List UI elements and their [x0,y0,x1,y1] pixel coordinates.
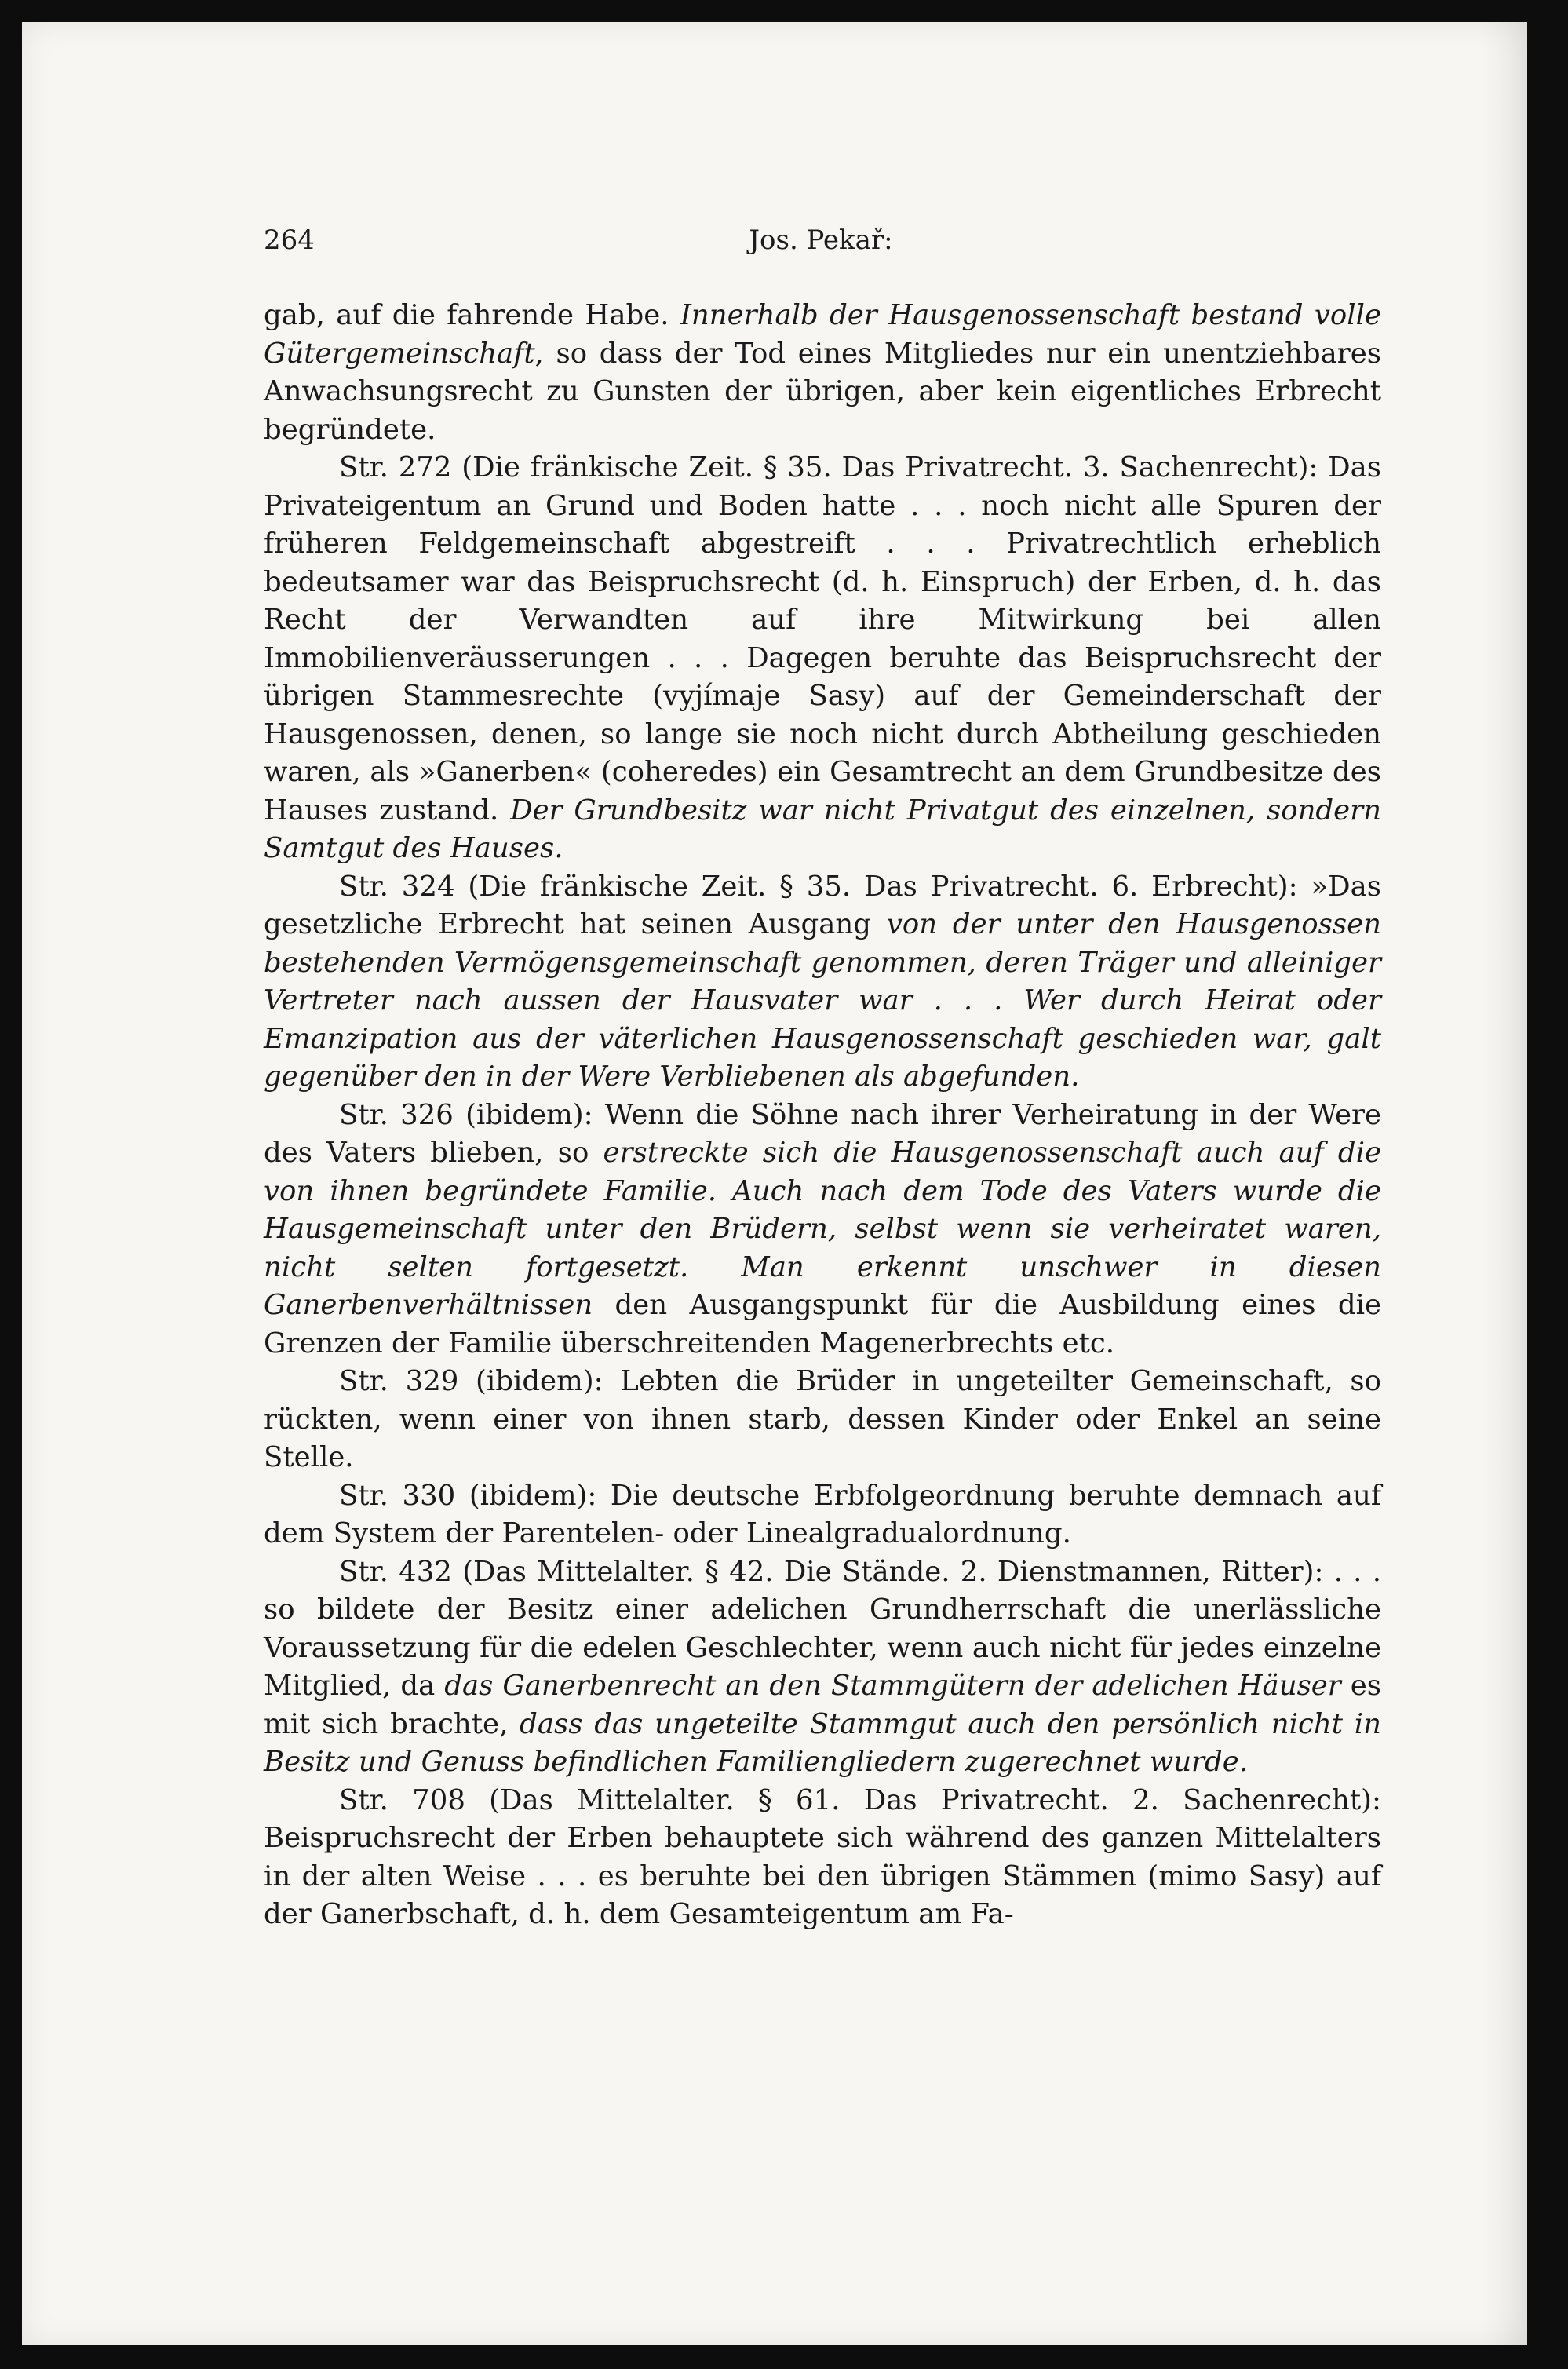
text-run: Str. 272 (Die fränkische Zeit. § 35. Das Privatrecht. 3. Sachenrecht): Das Privateigentum an Grund und Boden hatte . . . noch nicht alle Spuren der früheren Feldgemeinschaft abgestreift . . . Privatrechtlich erheblich bedeutsamer war das Beispruchsrecht (d. h. Einspruch) der Erben, d. h. das Recht der Verwandten auf ihre Mitwirkung bei allen Immobilienveräusserungen . . . Dagegen beruhte das Beispruchsrecht der übrigen Stammesrechte (vyjímaje Sasy) auf der Gemeinderschaft der Hausgenossen, denen, so lange sie noch nicht durch Abtheilung geschieden waren, als »Ganerben« (coheredes) ein Gesamtrecht an dem Grundbesitze des Hauses zustand. [264,451,1381,827]
text-run: es mit sich brachte, [264,1670,1381,1740]
paragraph [264,1782,1381,1934]
paragraph [264,449,1381,868]
text-run: gab, auf die fahrende Habe. [264,299,680,331]
italic-run: Innerhalb der Hausgenossenschaft bestand volle Gütergemeinschaft [264,299,1382,370]
page-edge-shadow [1480,22,1527,2345]
italic-run: von der unter den Hausgenossen bestehenden Vermögensgemeinschaft genommen, deren Träger und alleiniger Vertreter nach aussen der Hausvater war . . . Wer durch Heirat oder Emanzipation aus der väterlichen Hausgenossenschaft geschieden war, galt gegenüber den in der Were Verbliebenen als abgefunden. [264,908,1381,1093]
running-head [264,224,1378,264]
body-text [264,297,1381,1934]
scanned-page [22,22,1527,2345]
text-run: den Ausgangspunkt für die Ausbildung eines die Grenzen der Familie überschreitenden Magenerbrechts etc. [264,1289,1381,1360]
text-run: Str. 432 (Das Mittelalter. § 42. Die Stände. 2. Dienstmannen, Ritter): . . . so bildete der Besitz einer adelichen Grundherrschaft die unerlässliche Voraussetzung für die edelen Geschlechter, wenn auch nicht für jedes einzelne Mitglied, da [264,1555,1381,1702]
text-run: , so dass der Tod eines Mitgliedes nur ein unentziehbares Anwachsungsrecht zu Gunsten der übrigen, aber kein eigentliches Erbrecht begründete. [264,337,1381,446]
paragraph [264,1363,1381,1477]
text-run: Str. 330 (ibidem): Die deutsche Erbfolgeordnung beruhte demnach auf dem System der Parentelen- oder Linealgradualordnung. [264,1479,1381,1550]
text-run: Str. 326 (ibidem): Wenn die Söhne nach ihrer Verheiratung in der Were des Vaters blieben, so [264,1098,1381,1169]
paragraph [264,868,1381,1097]
running-title: Jos. Pekař: [749,224,893,256]
italic-run: Der Grundbesitz war nicht Privatgut des einzelnen, sondern Samtgut des Hauses. [264,794,1381,864]
paragraph [264,1477,1381,1553]
page-number: 264 [264,224,315,256]
text-run: Str. 708 (Das Mittelalter. § 61. Das Privatrecht. 2. Sachenrecht): Beispruchsrecht der Erben behauptete sich während des ganzen Mittelalters in der alten Weise . . . es beruhte bei den übrigen Stämmen (mimo Sasy) auf der Ganerbschaft, d. h. dem Gesamteigentum am Fa- [264,1783,1381,1930]
paragraph [264,297,1381,449]
italic-run: das Ganerbenrecht an den Stammgütern der adelichen Häuser [444,1670,1341,1702]
paragraph [264,1097,1381,1363]
paragraph [264,1553,1381,1782]
text-run: Str. 329 (ibidem): Lebten die Brüder in ungeteilter Gemeinschaft, so rückten, wenn einer von ihnen starb, dessen Kinder oder Enkel an seine Stelle. [264,1365,1381,1473]
text-run: Str. 324 (Die fränkische Zeit. § 35. Das Privatrecht. 6. Erbrecht): »Das gesetzliche Erbrecht hat seinen Ausgang [264,870,1381,940]
italic-run: dass das ungeteilte Stammgut auch den persönlich nicht in Besitz und Genuss befindlichen Familiengliedern zugerechnet wurde. [264,1707,1381,1778]
italic-run: erstreckte sich die Hausgenossenschaft auch auf die von ihnen begründete Familie. Auch nach dem Tode des Vaters wurde die Hausgemeinschaft unter den Brüdern, selbst wenn sie verheiratet waren, nicht selten fortgesetzt. Man erkennt unschwer in diesen Ganerbenverhältnissen [264,1137,1381,1321]
